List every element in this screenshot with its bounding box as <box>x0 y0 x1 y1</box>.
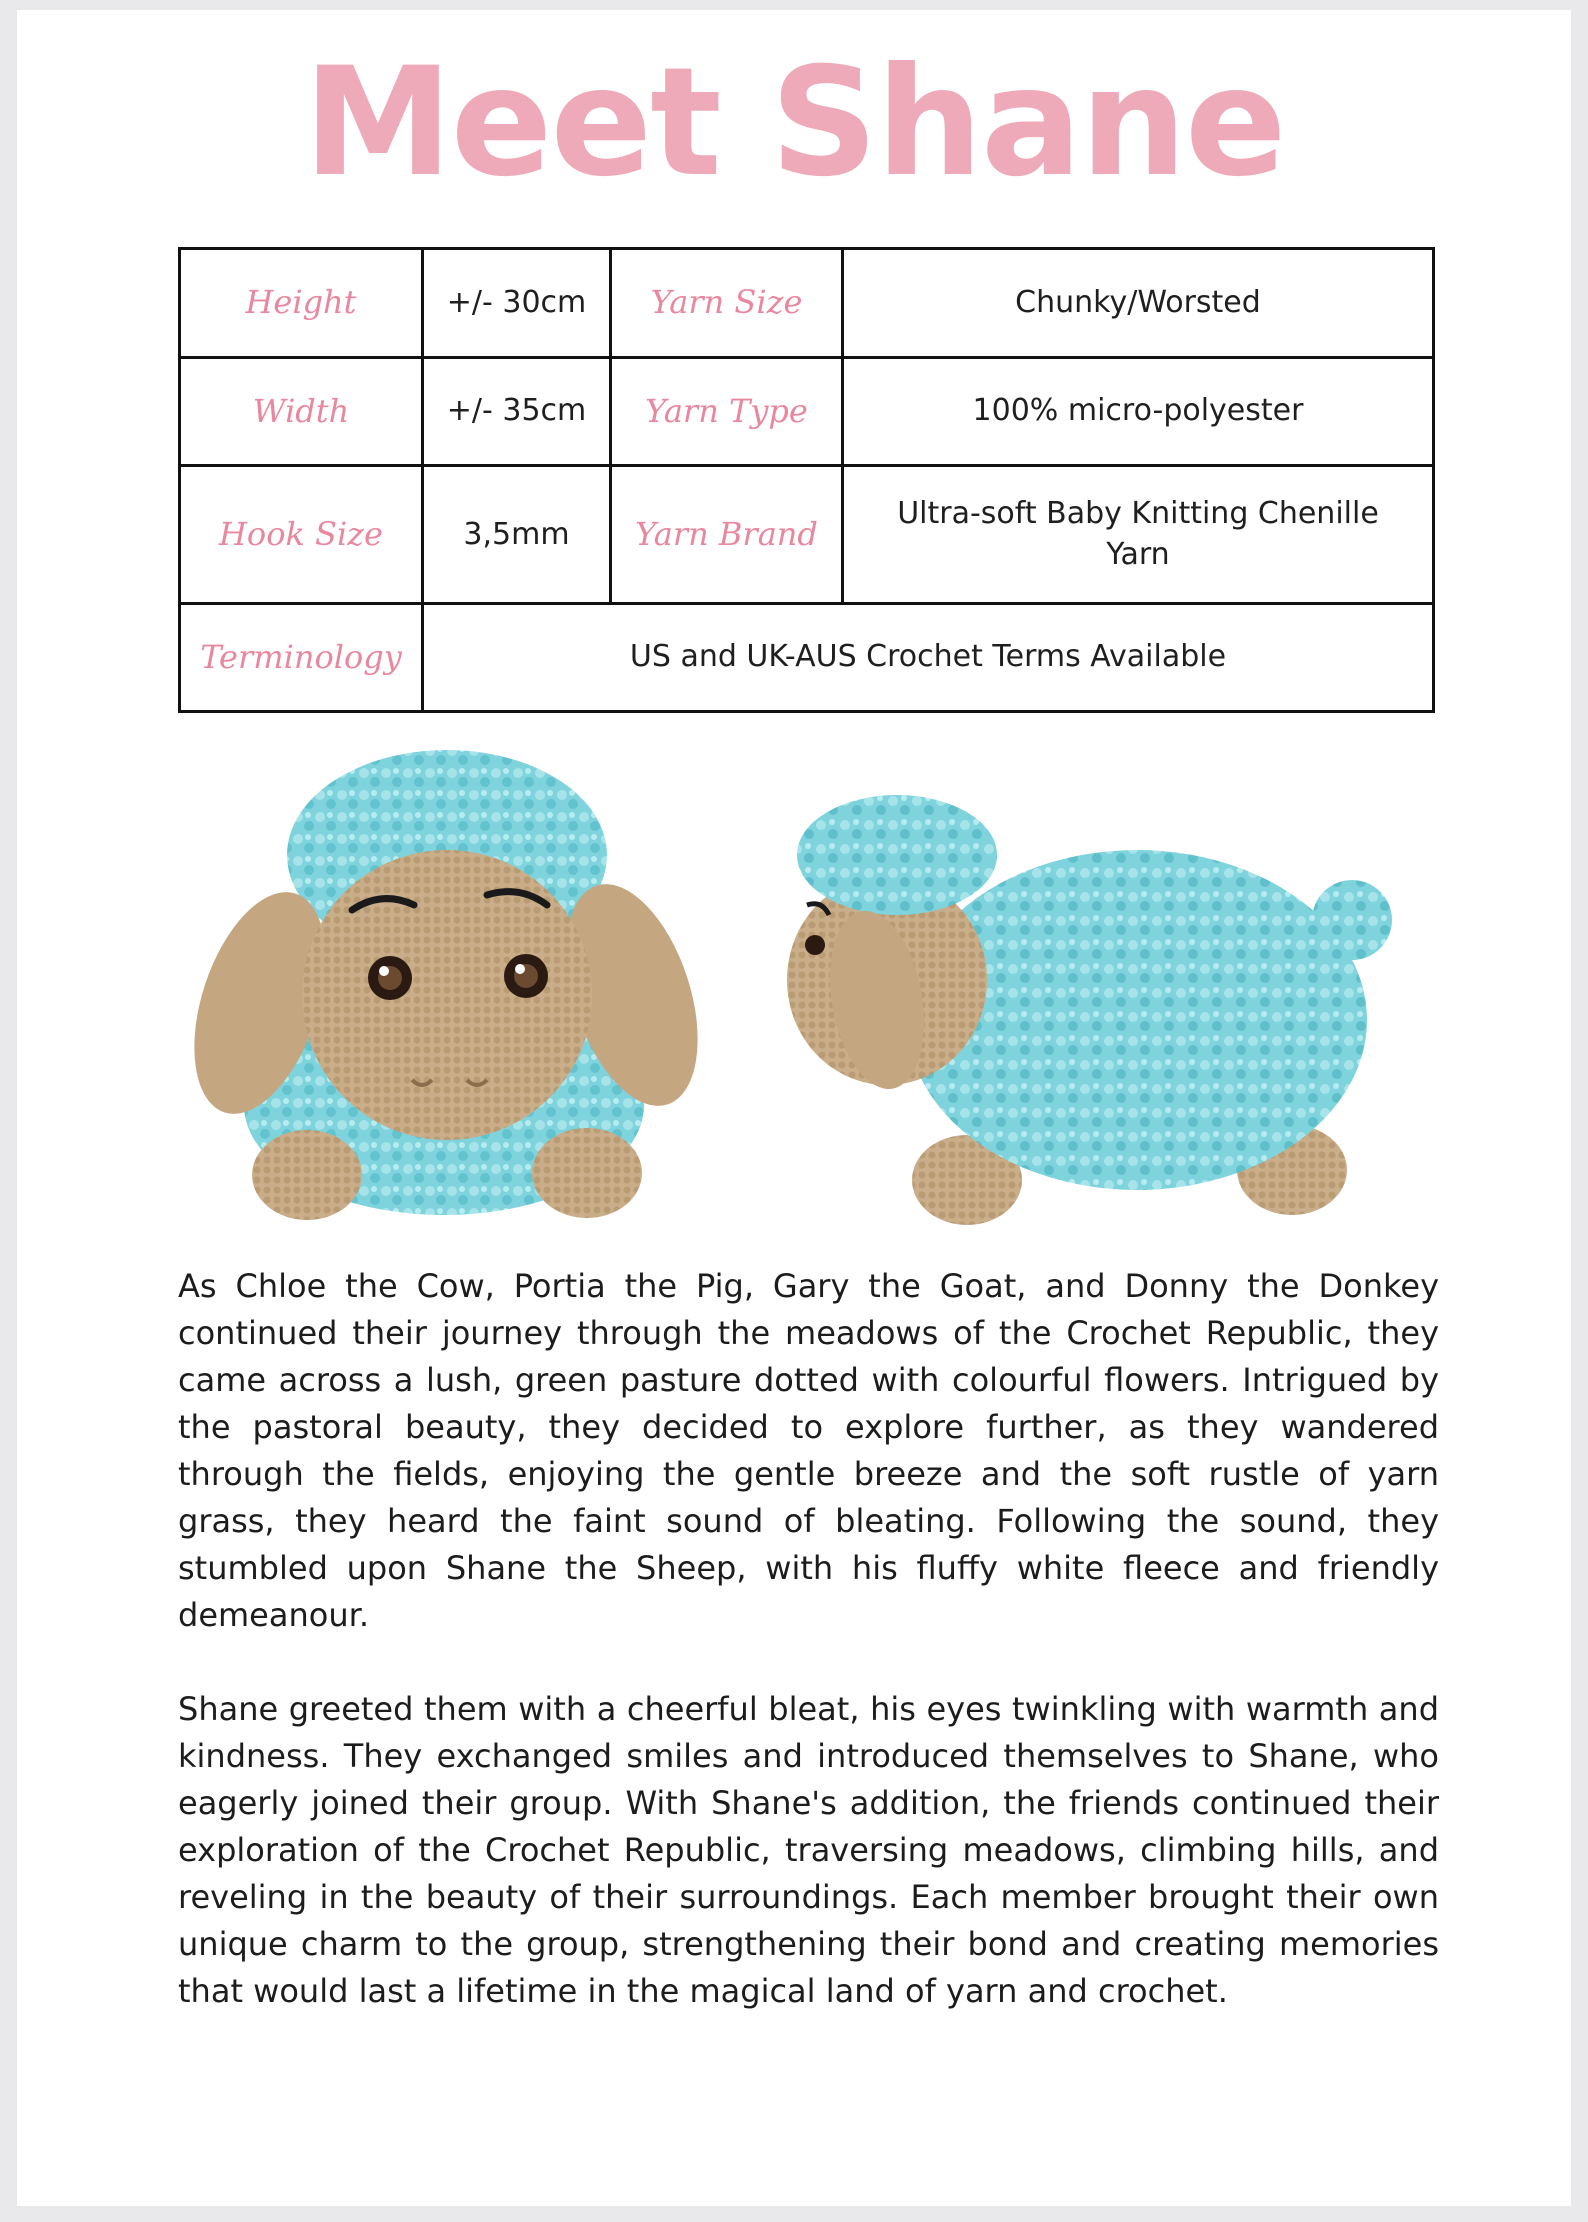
story-paragraph-1: As Chloe the Cow, Portia the Pig, Gary the Goat, and Donny the Donkey continued their journey through the meadows of the Crochet Republic, they came across a lush, green pasture dotted with colourful flowers. Intrigued by the pastoral beauty, they decided to explore further, as they wandered through the fields, enjoying the gentle breeze and the soft rustle of yarn grass, they heard the faint sound of bleating. Following the sound, they stumbled upon Shane the Sheep, with his fluffy white fleece and friendly demeanour. <box>178 1267 1439 1634</box>
yarn-brand-value: Ultra-soft Baby Knitting Chenille Yarn <box>843 466 1434 604</box>
table-row <box>180 249 1434 358</box>
table-row <box>180 604 1434 712</box>
terminology-value: US and UK-AUS Crochet Terms Available <box>423 604 1434 712</box>
width-value: +/- 35cm <box>423 357 611 466</box>
height-label: Height <box>180 249 423 358</box>
yarn-type-value: 100% micro-polyester <box>843 357 1434 466</box>
terminology-label: Terminology <box>180 604 423 712</box>
hook-size-value: 3,5mm <box>423 466 611 604</box>
sheep-side-photo <box>767 770 1417 1240</box>
sheep-front-photo <box>182 745 702 1225</box>
table-row <box>180 466 1434 604</box>
yarn-size-value: Chunky/Worsted <box>843 249 1434 358</box>
yarn-brand-label: Yarn Brand <box>611 466 843 604</box>
height-value: +/- 30cm <box>423 249 611 358</box>
yarn-size-label: Yarn Size <box>611 249 843 358</box>
hook-size-label: Hook Size <box>180 466 423 604</box>
width-label: Width <box>180 357 423 466</box>
document-page <box>17 10 1571 2206</box>
story-paragraph-2: Shane greeted them with a cheerful bleat, his eyes twinkling with warmth and kindness. They exchanged smiles and introduced themselves to Shane, who eagerly joined their group. With Shane's addition, the friends continued their exploration of the Crochet Republic, traversing meadows, climbing hills, and reveling in the beauty of their surroundings. Each member brought their own unique charm to the group, strengthening their bond and creating memories that would last a lifetime in the magical land of yarn and crochet. <box>178 1690 1439 2010</box>
yarn-type-label: Yarn Type <box>611 357 843 466</box>
page-title: Meet Shane <box>303 36 1285 210</box>
specs-table <box>178 247 1435 713</box>
table-row <box>180 357 1434 466</box>
